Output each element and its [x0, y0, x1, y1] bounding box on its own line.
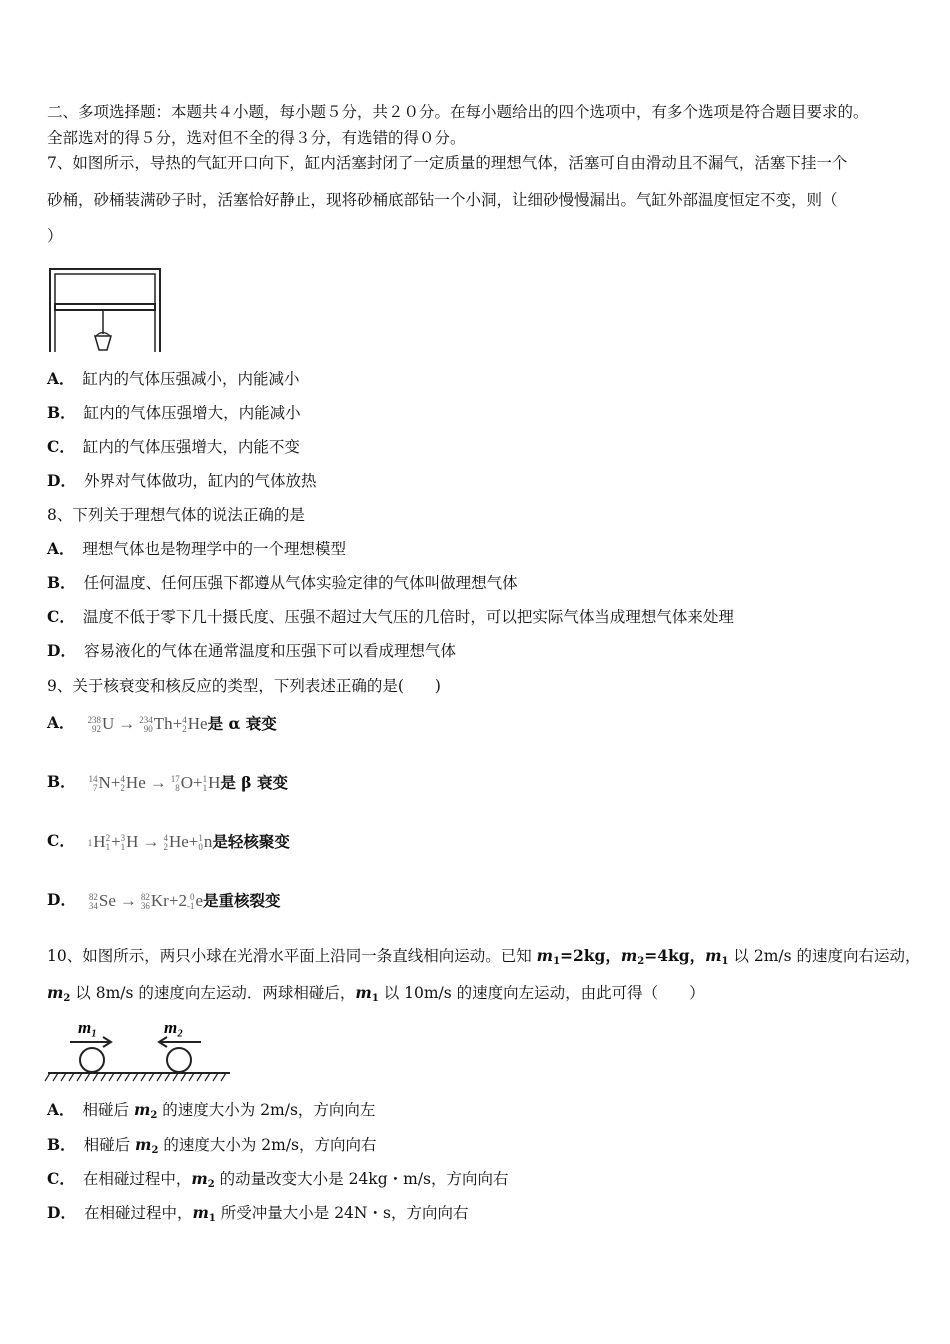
option-text: 理想气体也是物理学中的一个理想模型 [82, 540, 347, 558]
atomic-number: 2 [120, 783, 125, 794]
plus-sign: + [110, 773, 121, 792]
mass-symbol: m [705, 946, 722, 965]
q10-option-d[interactable] [47, 1203, 468, 1229]
option-text: 在相碰过程中， [83, 1204, 193, 1222]
isotope-index [87, 716, 101, 734]
isotope-index [120, 775, 125, 793]
arrow-icon: → [119, 891, 137, 910]
mass-symbol: m [620, 946, 638, 965]
atomic-number: 2 [163, 842, 168, 853]
atomic-number: 2 [182, 724, 187, 735]
stem-text: =4kg， [644, 946, 706, 965]
element-symbol: n [203, 832, 213, 851]
q8-option-d[interactable] [47, 641, 456, 661]
option-text: 相碰后 [83, 1136, 136, 1154]
q7-option-d[interactable] [47, 471, 316, 491]
mass-number: 238 [87, 715, 101, 726]
option-text: 的动量改变大小是 24kg・m/s，方向向右 [214, 1170, 509, 1188]
q9-option-a[interactable] [47, 710, 277, 737]
atomic-number: 8 [175, 783, 180, 794]
stem-text: 以 2m/s 的速度向右运动， [728, 947, 921, 965]
q9-option-d[interactable] [47, 887, 281, 914]
mass-symbol: m [133, 1100, 151, 1119]
q9-option-b[interactable] [47, 769, 288, 796]
mass-number: 3 [120, 833, 126, 844]
mass-number: 17 [170, 774, 180, 785]
atomic-number: 0 [198, 842, 203, 853]
option-label: B． [47, 403, 76, 422]
isotope-index [182, 716, 187, 734]
option-suffix: 是 β 衰变 [220, 773, 288, 792]
q9-option-c[interactable] [47, 828, 290, 855]
option-text: 的速度大小为 2m/s，方向向右 [158, 1136, 377, 1154]
option-label: B． [47, 772, 76, 791]
stem-text: 以 10m/s 的速度向左运动，由此可得（ ） [378, 984, 705, 1002]
atomic-number: -1 [186, 901, 195, 912]
atomic-number: 1 [87, 837, 93, 848]
stem-text: =2kg， [560, 946, 621, 965]
isotope-index [198, 834, 203, 852]
option-label: D． [47, 1203, 76, 1222]
q7-option-c[interactable] [47, 437, 300, 457]
option-label: A． [47, 539, 75, 558]
atomic-number: 7 [93, 783, 98, 794]
option-suffix: 是 α 衰变 [207, 714, 277, 733]
q10-option-a[interactable] [47, 1100, 375, 1126]
isotope-index [203, 775, 208, 793]
option-text: 的速度大小为 2m/s，方向向左 [157, 1101, 376, 1119]
nuclear-equation [88, 829, 213, 855]
option-label: D． [47, 890, 76, 909]
stem-text: 以 8m/s 的速度向左运动．两球相碰后， [70, 984, 356, 1002]
isotope-index [88, 839, 93, 848]
mass-subscript: 2 [151, 1145, 159, 1156]
isotope-index [187, 893, 195, 911]
q10-stem-line2 [47, 983, 705, 1009]
plus-sign: + [111, 832, 121, 851]
mass-symbol: m [192, 1203, 209, 1222]
option-text: 相碰后 [82, 1101, 134, 1119]
mass-number: 4 [163, 833, 168, 844]
q8-option-b[interactable] [47, 573, 518, 593]
mass-number: 4 [120, 774, 125, 785]
mass-subscript: 1 [371, 993, 379, 1004]
mass-number: 1 [198, 833, 203, 844]
mass-symbol: m [536, 946, 554, 965]
isotope-index [139, 716, 153, 734]
isotope-index [121, 834, 126, 852]
mass-subscript: 1 [208, 1213, 216, 1224]
element-symbol: Se [98, 891, 116, 910]
option-text: 外界对气体做功，缸内的气体放热 [83, 472, 317, 490]
option-suffix: 是重核裂变 [202, 891, 281, 910]
isotope-index [163, 834, 168, 852]
option-label: D． [47, 471, 76, 490]
q8-option-c[interactable] [47, 607, 734, 627]
option-text: 在相碰过程中， [82, 1170, 192, 1188]
nuclear-equation [89, 888, 203, 914]
element-symbol: O [180, 773, 194, 792]
mass-number: 2 [105, 833, 111, 844]
arrow-icon: → [149, 773, 167, 792]
plus-sign: + [172, 714, 183, 733]
option-label: A． [47, 1100, 75, 1119]
element-symbol: He [125, 773, 146, 792]
section-header-line2: 全部选对的得５分，选对但不全的得３分，有选错的得０分。 [47, 129, 466, 147]
atomic-number: 36 [140, 901, 150, 912]
arrow-icon: → [142, 832, 160, 851]
atomic-number: 1 [120, 842, 126, 853]
arrow-icon: → [118, 714, 136, 733]
option-label: C． [47, 831, 75, 850]
mass-symbol: m [135, 1135, 152, 1154]
isotope-index [141, 893, 150, 911]
option-text: 缸内的气体压强减小，内能减小 [82, 370, 300, 388]
q7-option-a[interactable] [47, 369, 300, 389]
plus-sign: + [193, 773, 203, 792]
element-symbol: Th [153, 714, 173, 733]
element-symbol: H [93, 832, 106, 851]
atomic-number: 34 [88, 901, 98, 912]
q7-cylinder-figure [48, 266, 166, 354]
element-symbol: H [126, 832, 139, 851]
element-symbol: Kr [150, 891, 169, 910]
q8-stem: 8、下列关于理想气体的说法正确的是 [47, 506, 305, 524]
fig-label-m2: m₂ [164, 1018, 184, 1037]
option-label: C． [47, 1169, 75, 1188]
ground-hatch [45, 1073, 226, 1081]
option-label: B． [47, 1135, 76, 1154]
option-label: C． [47, 437, 75, 456]
q10-option-b[interactable] [47, 1135, 377, 1161]
mass-subscript: 2 [637, 956, 645, 967]
mass-number: 14 [88, 774, 98, 785]
option-label: A． [47, 713, 75, 732]
isotope-index [89, 893, 98, 911]
option-text: 缸内的气体压强增大，内能减小 [83, 404, 301, 422]
mass-number: 82 [88, 892, 98, 903]
atomic-number: 92 [91, 724, 101, 735]
stem-text: 10、如图所示，两只小球在光滑水平面上沿同一条直线相向运动。已知 [47, 947, 537, 965]
mass-subscript: 2 [150, 1110, 158, 1121]
q8-option-a[interactable] [47, 539, 346, 559]
mass-number: 82 [140, 892, 150, 903]
option-text: 容易液化的气体在通常温度和压强下可以看成理想气体 [83, 642, 456, 660]
q9-stem: 9、关于核衰变和核反应的类型，下列表述正确的是( ) [47, 677, 441, 695]
q10-balls-figure [44, 1015, 234, 1087]
nuclear-equation [87, 711, 207, 737]
q7-option-b[interactable] [47, 403, 301, 423]
option-label: D． [47, 641, 76, 660]
plus-sign: + [168, 891, 179, 910]
isotope-index [89, 775, 98, 793]
atomic-number: 90 [143, 724, 153, 735]
isotope-index [171, 775, 180, 793]
element-symbol: He [187, 714, 208, 733]
q10-option-c[interactable] [47, 1169, 509, 1195]
q10-stem-line1 [47, 946, 921, 972]
element-symbol: U [101, 714, 115, 733]
mass-subscript: 1 [721, 956, 729, 967]
option-label: B． [47, 573, 76, 592]
q7-stem-line1: 7、如图所示，导热的气缸开口向下，缸内活塞封闭了一定质量的理想气体，活塞可自由滑动且不漏气，活塞下挂一个 [47, 154, 848, 172]
mass-number: 0 [189, 892, 195, 903]
mass-number: 1 [202, 774, 208, 785]
ball-m2 [167, 1048, 191, 1072]
ball-m1 [80, 1048, 104, 1072]
atomic-number: 1 [105, 842, 111, 853]
mass-symbol: m [47, 983, 64, 1002]
q7-stem-line3: ） [47, 227, 63, 245]
mass-subscript: 1 [553, 956, 561, 967]
element-symbol: e [195, 891, 203, 910]
element-symbol: N [98, 773, 111, 792]
mass-symbol: m [355, 983, 372, 1002]
option-suffix: 是轻核聚变 [212, 832, 290, 851]
mass-subscript: 2 [63, 993, 71, 1004]
option-text: 缸内的气体压强增大，内能不变 [82, 438, 300, 456]
mass-number: 4 [182, 715, 187, 726]
plus-sign: + [188, 832, 199, 851]
option-text: 任何温度、任何压强下都遵从气体实验定律的气体叫做理想气体 [83, 574, 518, 592]
element-symbol: H [208, 773, 221, 792]
section-header-line1: 二、多项选择题：本题共４小题，每小题５分，共２０分。在每小题给出的四个选项中，有多个选项是符合题目要求的。 [47, 103, 869, 121]
element-symbol: He [168, 832, 189, 851]
option-text: 温度不低于零下几十摄氏度、压强不超过大气压的几倍时，可以把实际气体当成理想气体来处理 [82, 608, 734, 626]
fig-label-m1: m₁ [78, 1018, 98, 1037]
isotope-index [106, 834, 111, 852]
mass-number: 234 [139, 715, 153, 726]
mass-symbol: m [191, 1169, 208, 1188]
coefficient: 2 [178, 891, 187, 910]
option-label: C． [47, 607, 75, 626]
atomic-number: 1 [202, 783, 208, 794]
option-label: A． [47, 369, 75, 388]
nuclear-equation [89, 770, 221, 796]
q7-stem-line2: 砂桶，砂桶装满砂子时，活塞恰好静止，现将砂桶底部钻一个小洞，让细砂慢慢漏出。气缸外部温度恒定不变，则（ [47, 191, 838, 209]
mass-subscript: 2 [207, 1179, 215, 1190]
option-text: 所受冲量大小是 24N・s，方向向右 [215, 1204, 469, 1222]
